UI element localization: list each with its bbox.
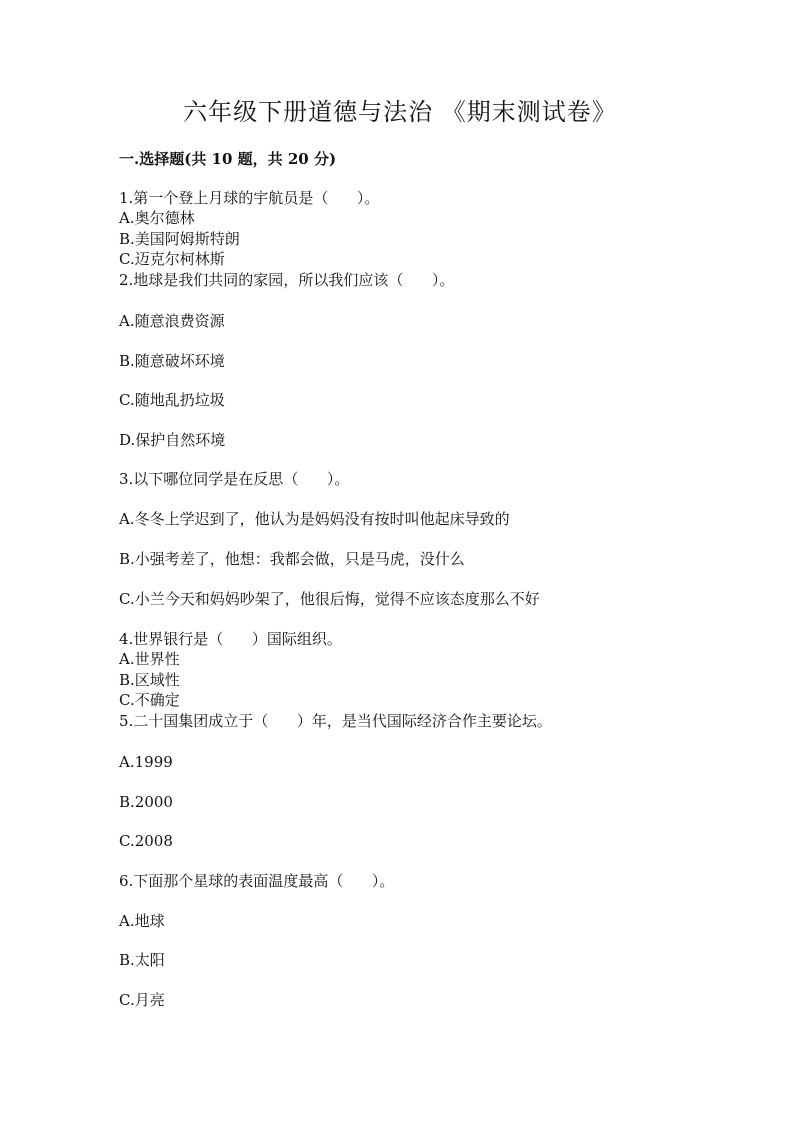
question-4-option-a: A.世界性 (119, 650, 180, 668)
question-2-option-b: B.随意破坏环境 (119, 352, 225, 370)
question-5-option-a: A.1999 (119, 753, 173, 771)
exam-title: 六年级下册道德与法治 《期末测试卷》 (183, 98, 617, 126)
section-heading: 一.选择题(共 10 题，共 20 分) (119, 150, 337, 168)
question-3-option-c: C.小兰今天和妈妈吵架了，他很后悔，觉得不应该态度那么不好 (119, 590, 540, 608)
question-6-option-a: A.地球 (119, 912, 165, 930)
question-1-stem: 1.第一个登上月球的宇航员是（ ）。 (119, 189, 380, 207)
question-4-option-b: B.区域性 (119, 671, 180, 689)
question-4-stem: 4.世界银行是（ ）国际组织。 (119, 630, 342, 648)
question-1-option-c: C.迈克尔柯林斯 (119, 250, 225, 268)
question-5-option-b: B.2000 (119, 793, 173, 811)
question-1-option-a: A.奥尔德林 (119, 209, 195, 227)
question-2-option-a: A.随意浪费资源 (119, 312, 225, 330)
question-2-stem: 2.地球是我们共同的家园，所以我们应该（ ）。 (119, 271, 455, 289)
question-3-stem: 3.以下哪位同学是在反思（ ）。 (119, 470, 350, 488)
question-5-stem: 5.二十国集团成立于（ ）年，是当代国际经济合作主要论坛。 (119, 712, 552, 730)
question-6-stem: 6.下面那个星球的表面温度最高（ ）。 (119, 872, 395, 890)
question-6-option-b: B.太阳 (119, 951, 165, 969)
question-3-option-b: B.小强考差了，他想：我都会做，只是马虎，没什么 (119, 550, 465, 568)
question-4-option-c: C.不确定 (119, 691, 180, 709)
question-1-option-b: B.美国阿姆斯特朗 (119, 230, 240, 248)
question-2-option-d: D.保护自然环境 (119, 431, 226, 449)
question-6-option-c: C.月亮 (119, 991, 165, 1009)
question-5-option-c: C.2008 (119, 832, 173, 850)
question-2-option-c: C.随地乱扔垃圾 (119, 391, 225, 409)
question-3-option-a: A.冬冬上学迟到了，他认为是妈妈没有按时叫他起床导致的 (119, 510, 510, 528)
